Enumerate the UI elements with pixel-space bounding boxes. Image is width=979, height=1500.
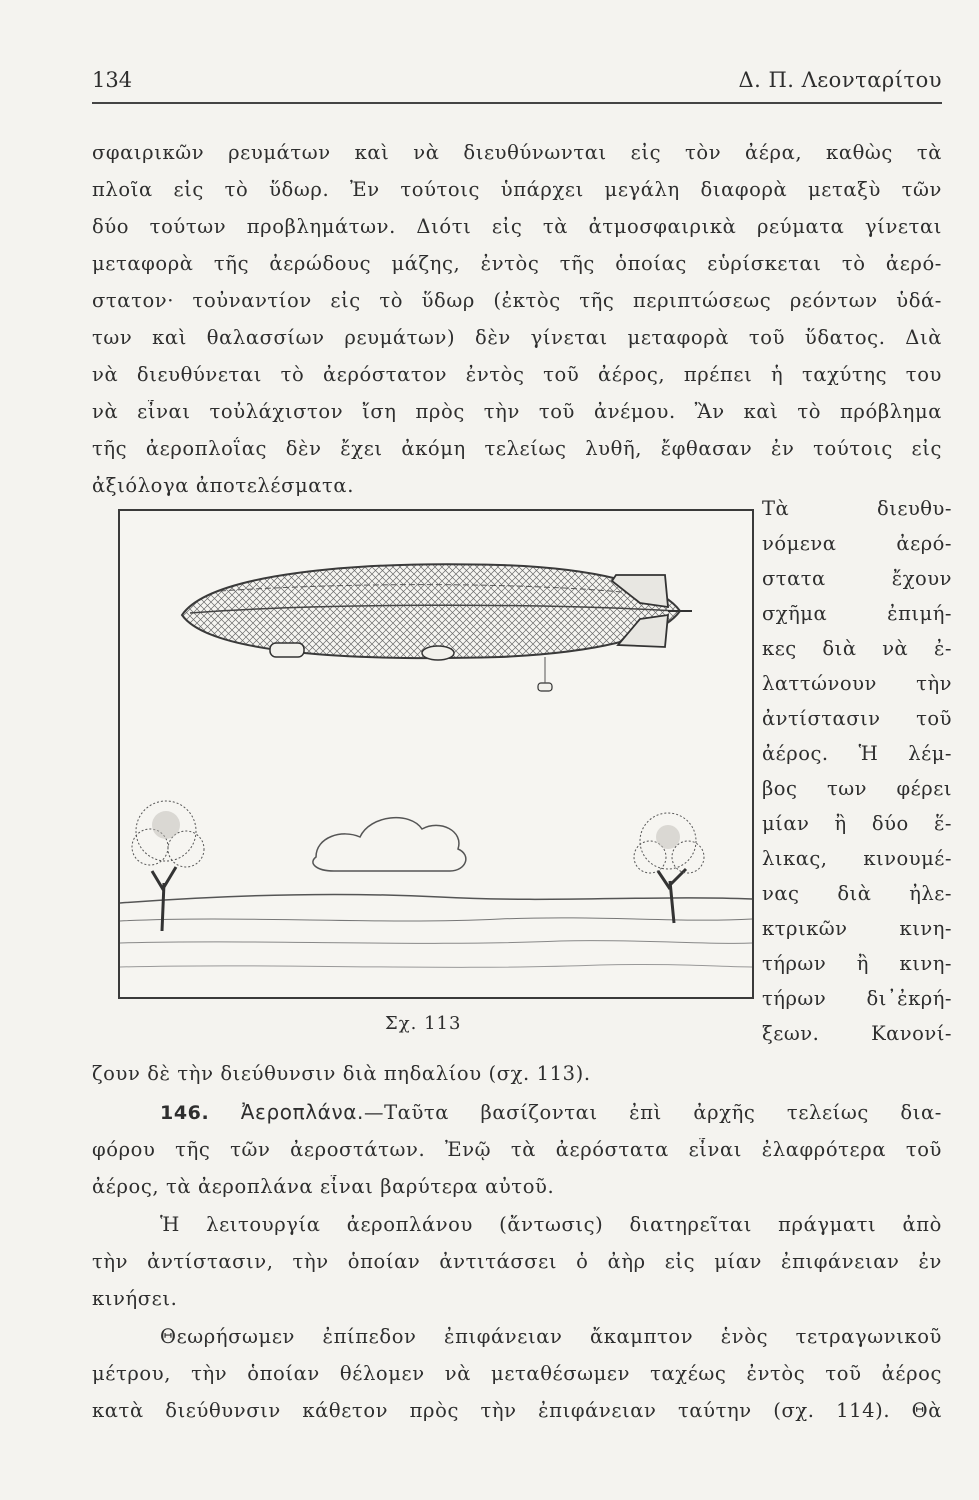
airship [182, 564, 692, 691]
side-line: λικας, κινουμέ- [762, 847, 952, 870]
side-line: σχῆμα ἐπιμή- [762, 602, 952, 625]
figure-airship [118, 509, 754, 999]
text-line: ἀέρος, τὰ ἀεροπλάνα εἶναι βαρύτερα αὐτοῦ. [92, 1175, 555, 1198]
text-line: Ἡ λειτουργία ἀεροπλάνου (ἄντωσις) διατηρεῖται πράγματι ἀπὸ [160, 1213, 942, 1236]
page-number: 134 [92, 68, 133, 92]
text-line: πλοῖα εἰς τὸ ὕδωρ. Ἐν τούτοις ὑπάρχει μεγάλη διαφορὰ μεταξὺ τῶν [92, 178, 942, 201]
side-line: Τὰ διευθυ- [762, 497, 952, 520]
side-line: τήρων ἢ κινη- [762, 952, 952, 975]
tree-left [132, 801, 204, 931]
side-line: κες διὰ νὰ ἐ- [762, 637, 952, 660]
text-line: στατον· τοὐναντίον εἰς τὸ ὕδωρ (ἐκτὸς τῆς περιπτώσεως ρεόντων ὑδά- [92, 289, 942, 312]
side-line: τήρων δι᾽ἐκρή- [762, 987, 952, 1010]
side-line: ξεων. Κανονί- [762, 1022, 952, 1045]
section-title: Ἀεροπλάνα. [240, 1100, 364, 1124]
text-line: τῆς ἀεροπλοΐας δὲν ἔχει ἀκόμη τελείως λυθῆ, ἔφθασαν ἐν τούτοις εἰς [92, 437, 942, 460]
text-line: των καὶ θαλασσίων ρευμάτων) δὲν γίνεται μεταφορὰ τοῦ ὕδατος. Διὰ [92, 326, 942, 349]
section-first-line: —Ταῦτα βασίζονται ἐπὶ ἀρχῆς τελείως δια- [363, 1101, 942, 1124]
text-line: νὰ εἶναι τοὐλάχιστον ἴση πρὸς τὴν τοῦ ἀνέμου. Ἂν καὶ τὸ πρόβλημα [92, 400, 942, 423]
text-line: φόρου τῆς τῶν ἀεροστάτων. Ἐνῷ τὰ ἀερόστατα εἶναι ἐλαφρότερα τοῦ [92, 1138, 942, 1161]
text-line: Θεωρήσωμεν ἐπίπεδον ἐπιφάνειαν ἄκαμπτον ἑνὸς τετραγωνικοῦ [160, 1325, 942, 1348]
side-line: κτρικῶν κινη- [762, 917, 952, 940]
side-line: νας διὰ ἠλε- [762, 882, 952, 905]
landscape [120, 895, 752, 968]
text-line: κινήσει. [92, 1287, 178, 1310]
running-head: Δ. Π. Λεονταρίτου [738, 68, 942, 92]
airship-illustration [120, 511, 752, 997]
side-line: ἀέρος. Ἡ λέμ- [762, 742, 952, 765]
side-line: στατα ἔχουν [762, 567, 952, 590]
side-line: βος των φέρει [762, 777, 952, 800]
text-line: κατὰ διεύθυνσιν κάθετον πρὸς τὴν ἐπιφάνειαν ταύτην (σχ. 114). Θὰ [92, 1399, 942, 1422]
text-line: σφαιρικῶν ρευμάτων καὶ νὰ διευθύνωνται εἰς τὸν ἀέρα, καθὼς τὰ [92, 141, 942, 164]
section-number: 146. [160, 1102, 210, 1124]
text-line: νὰ διευθύνεται τὸ ἀερόστατον ἐντὸς τοῦ ἀέρος, πρέπει ἡ ταχύτης του [92, 363, 942, 386]
side-line: νόμενα ἀερό- [762, 532, 952, 555]
text-line: μέτρου, τὴν ὁποίαν θέλομεν νὰ μεταθέσωμεν ταχέως ἐντὸς τοῦ ἀέρος [92, 1362, 942, 1385]
tree-right [634, 813, 704, 923]
text-line: δύο τούτων προβλημάτων. Διότι εἰς τὰ ἀτμοσφαιρικὰ ρεύματα γίνεται [92, 215, 942, 238]
cloud [313, 818, 466, 871]
page-header [92, 68, 942, 104]
side-line: λαττώνουν τὴν [762, 672, 952, 695]
text-line: ἀξιόλογα ἀποτελέσματα. [92, 474, 354, 497]
section-heading-line [160, 1100, 942, 1124]
side-line: ἀντίστασιν τοῦ [762, 707, 952, 730]
text-line: ζουν δὲ τὴν διεύθυνσιν διὰ πηδαλίου (σχ. 113). [92, 1062, 591, 1085]
figure-caption: Σχ. 113 [385, 1013, 462, 1034]
text-line: τὴν ἀντίστασιν, τὴν ὁποίαν ἀντιτάσσει ὁ ἀὴρ εἰς μίαν ἐπιφάνειαν ἐν [92, 1250, 942, 1273]
text-line: μεταφορὰ τῆς ἀερώδους μάζης, ἐντὸς τῆς ὁποίας εὑρίσκεται τὸ ἀερό- [92, 252, 942, 275]
side-line: μίαν ἢ δύο ἕ- [762, 812, 952, 835]
